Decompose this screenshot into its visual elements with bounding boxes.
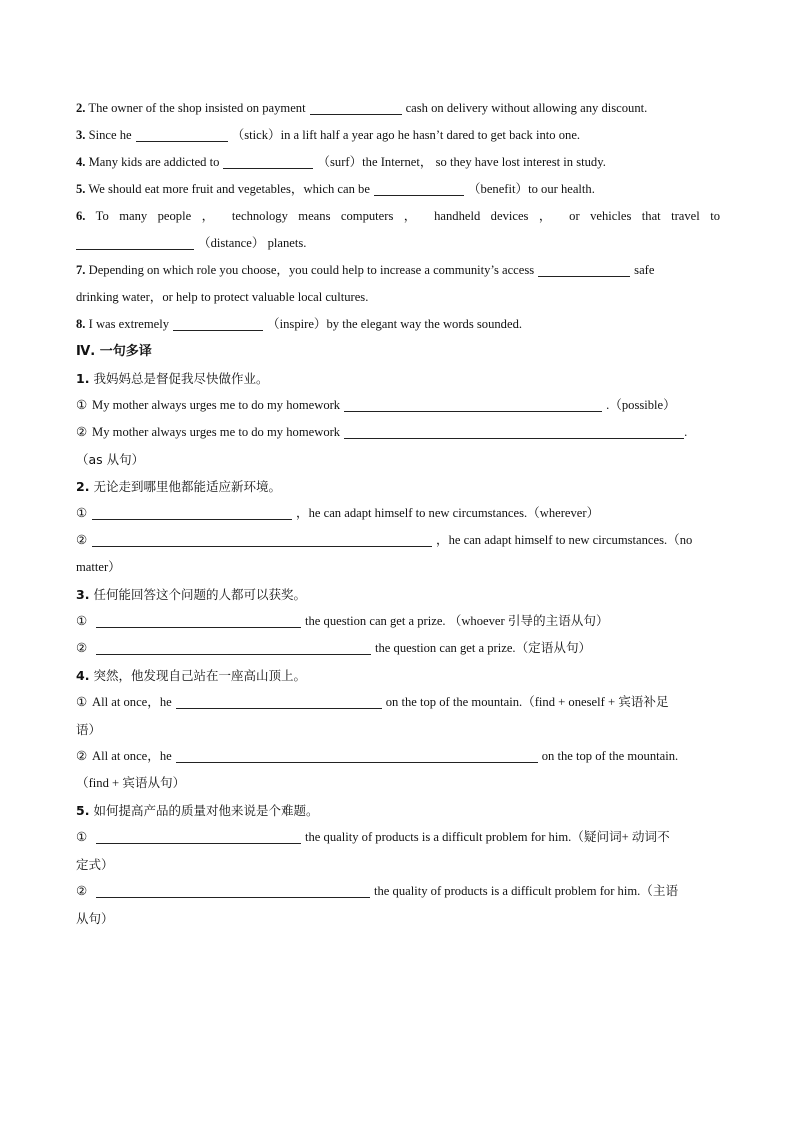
circled-number: ① [76,398,88,412]
sentence-number: 4. [76,668,90,683]
question-text: （inspire）by the elegant way the words sounded. [267,317,523,331]
question-2 [76,95,720,122]
sentence-hint: . [684,425,688,439]
sentence-2-note: matter） [76,560,121,574]
question-text: drinking water，or help to protect valuable local cultures. [76,290,369,304]
sentence-4-option-1 [76,689,720,716]
sentence-hint: ，he can adapt himself to new circumstances.（no [436,533,693,547]
question-8 [76,311,720,338]
circled-number: ① [76,830,88,844]
sentence-hint: the quality of products is a difficult problem for him.（疑问词+ 动词不 [305,830,670,844]
circled-number: ② [76,749,88,763]
question-text: Since he [88,128,132,142]
sentence-hint: the question can get a prize. （whoever 引导的主语从句） [305,614,609,628]
answer-blank[interactable] [173,315,263,331]
question-text: Depending on which role you choose，you could help to increase a community’s access [88,263,535,277]
question-number: 4. [76,155,86,169]
chinese-sentence: 任何能回答这个问题的人都可以获奖。 [93,587,306,602]
circled-number: ② [76,641,88,655]
question-3 [76,122,720,149]
sentence-hint: ，he can adapt himself to new circumstances.（wherever） [296,506,600,520]
sentence-hint: the quality of products is a difficult problem for him.（主语 [374,884,679,898]
sentence-4-note-1: 语） [76,722,102,737]
sentence-text: All at once，he [92,749,172,763]
sentence-hint: on the top of the mountain. [541,749,679,763]
sentence-5-option-2 [76,878,720,905]
sentence-5-note-2: 从句） [76,911,114,926]
question-number: 2. [76,101,86,115]
circled-number: ② [76,425,88,439]
question-text: We should eat more fruit and vegetables，which can be [88,182,370,196]
question-number: 3. [76,128,86,142]
chinese-sentence: 我妈妈总是督促我尽快做作业。 [93,371,269,386]
sentence-text: My mother always urges me to do my homework [92,425,341,439]
sentence-number: 3. [76,587,90,602]
answer-blank[interactable] [310,99,402,115]
sentence-hint: .（possible） [606,398,676,412]
chinese-sentence: 突然，他发现自己站在一座高山顶上。 [93,668,306,683]
question-text: （benefit）to our health. [467,182,595,196]
answer-blank[interactable] [344,396,602,412]
answer-blank[interactable] [176,747,538,763]
answer-blank[interactable] [176,693,382,709]
sentence-1-note: （as 从句） [76,452,145,467]
sentence-3-option-2 [76,635,720,662]
circled-number: ② [76,884,88,898]
question-text: Many kids are addicted to [88,155,220,169]
sentence-4-option-2 [76,743,720,770]
question-number: 5. [76,182,86,196]
sentence-hint: the question can get a prize.（定语从句） [375,641,592,655]
question-text: （stick）in a lift half a year ago he hasn’t dared to get back into one. [231,128,581,142]
question-4 [76,149,720,176]
answer-blank[interactable] [538,261,630,277]
question-7 [76,257,720,284]
sentence-5-prompt [76,797,720,824]
sentence-2-option-1 [76,500,720,527]
question-text: cash on delivery without allowing any discount. [405,101,648,115]
answer-blank[interactable] [223,153,313,169]
question-7-cont [76,284,720,311]
chinese-sentence: 如何提高产品的质量对他来说是个难题。 [93,803,319,818]
question-5 [76,176,720,203]
answer-blank[interactable] [96,828,301,844]
question-number: 6. [76,209,86,223]
question-text: safe [634,263,655,277]
sentence-number: 2. [76,479,90,494]
answer-blank[interactable] [374,180,464,196]
question-text: The owner of the shop insisted on payment [88,101,306,115]
sentence-5-note-1: 定式） [76,857,114,872]
question-number: 8. [76,317,86,331]
sentence-3-prompt [76,581,720,608]
circled-number: ① [76,614,88,628]
question-text: To many people ， technology means computers ， handheld devices ， or vehicles that travel to [95,209,720,223]
sentence-5-option-1 [76,824,720,851]
sentence-number: 5. [76,803,90,818]
circled-number: ② [76,533,88,547]
worksheet-page [76,95,720,932]
sentence-4-prompt [76,662,720,689]
sentence-2-prompt [76,473,720,500]
sentence-1-prompt [76,365,720,392]
question-text: I was extremely [88,317,170,331]
section-title: Ⅳ. 一句多译 [76,344,152,359]
sentence-text: All at once，he [92,695,172,709]
sentence-4-note-2: （find + 宾语从句） [76,776,186,790]
answer-blank[interactable] [96,639,371,655]
sentence-number: 1. [76,371,90,386]
question-6-cont [76,230,720,257]
answer-blank[interactable] [92,504,292,520]
sentence-3-option-1 [76,608,720,635]
circled-number: ① [76,695,88,709]
question-text: （surf）the Internet， so they have lost interest in study. [317,155,606,169]
chinese-sentence: 无论走到哪里他都能适应新环境。 [93,479,281,494]
sentence-2-option-2 [76,527,720,554]
sentence-1-option-2 [76,419,720,446]
question-6 [76,203,720,230]
answer-blank[interactable] [96,882,370,898]
answer-blank[interactable] [76,234,194,250]
question-number: 7. [76,263,86,277]
circled-number: ① [76,506,88,520]
sentence-1-option-1 [76,392,720,419]
sentence-text: My mother always urges me to do my homework [92,398,341,412]
sentence-hint: on the top of the mountain.（find + oneself + 宾语补足 [385,695,669,709]
answer-blank[interactable] [136,126,228,142]
answer-blank[interactable] [96,612,301,628]
answer-blank[interactable] [92,531,432,547]
question-text: （distance） planets. [198,236,307,250]
answer-blank[interactable] [344,423,684,439]
